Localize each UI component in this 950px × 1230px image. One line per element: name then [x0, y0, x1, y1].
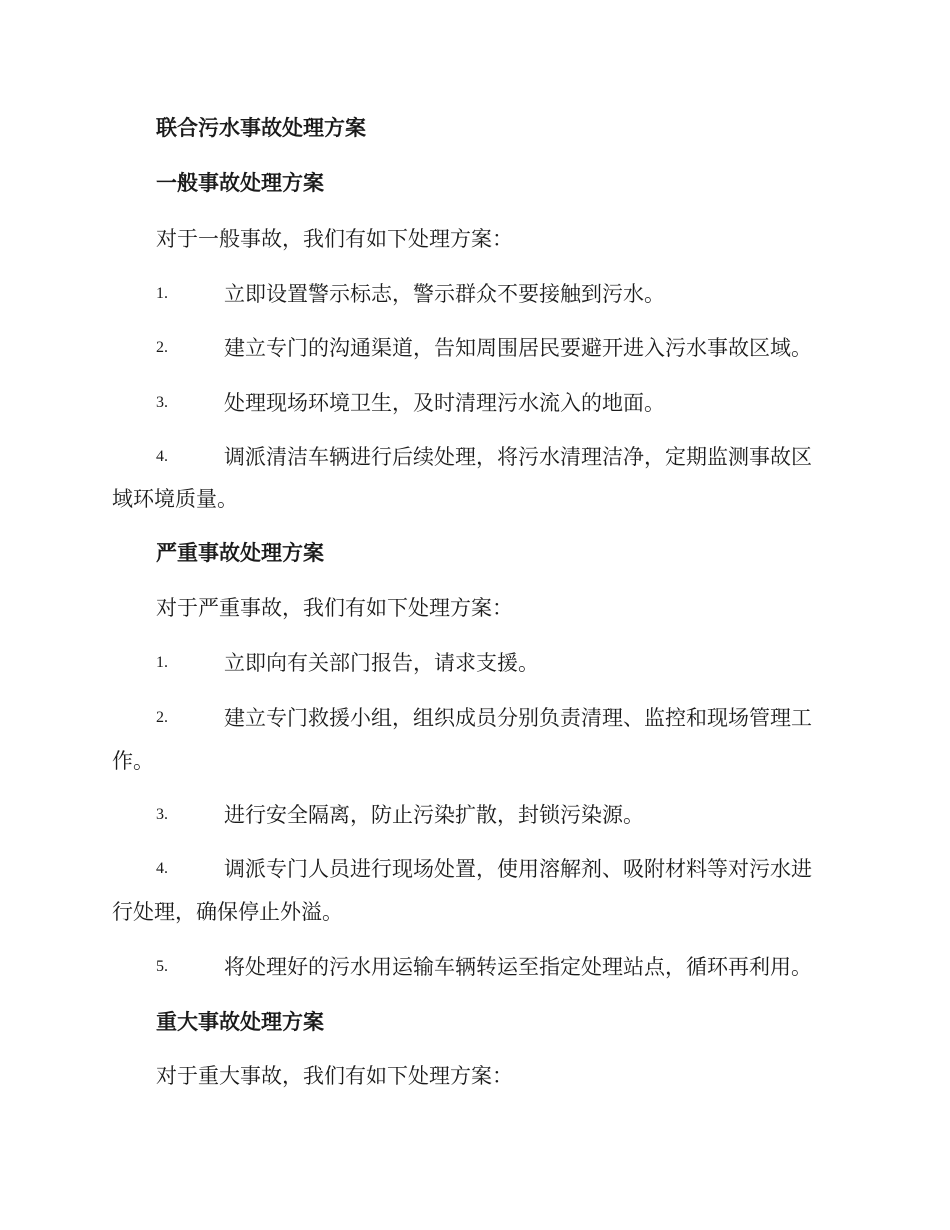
list-item-number: 5.	[156, 958, 168, 975]
section-intro-serious: 对于严重事故，我们有如下处理方案：	[156, 596, 513, 620]
list-item-number: 3.	[156, 394, 168, 411]
section-heading-major: 重大事故处理方案	[156, 1009, 324, 1034]
list-item-continuation: 行处理，确保停止外溢。	[112, 900, 343, 924]
section-heading-general: 一般事故处理方案	[156, 170, 324, 195]
list-item-number: 1.	[156, 654, 168, 671]
list-item-number: 2.	[156, 339, 168, 356]
list-item-text: 调派清洁车辆进行后续处理，将污水清理洁净，定期监测事故区	[224, 445, 812, 469]
list-item-text: 将处理好的污水用运输车辆转运至指定处理站点，循环再利用。	[224, 955, 812, 979]
list-item-text: 进行安全隔离，防止污染扩散，封锁污染源。	[224, 803, 644, 827]
list-item-number: 4.	[156, 860, 168, 877]
document-title: 联合污水事故处理方案	[156, 115, 366, 140]
list-item-continuation: 域环境质量。	[112, 487, 238, 511]
list-item-number: 3.	[156, 806, 168, 823]
section-intro-general: 对于一般事故，我们有如下处理方案：	[156, 227, 513, 251]
list-item-text: 建立专门救援小组，组织成员分别负责清理、监控和现场管理工	[224, 706, 812, 730]
list-item-number: 2.	[156, 709, 168, 726]
list-item-text: 调派专门人员进行现场处置，使用溶解剂、吸附材料等对污水进	[224, 857, 812, 881]
list-item-number: 1.	[156, 285, 168, 302]
list-item-text: 立即向有关部门报告，请求支援。	[224, 651, 539, 675]
list-item-text: 处理现场环境卫生，及时清理污水流入的地面。	[224, 391, 665, 415]
list-item-text: 立即设置警示标志，警示群众不要接触到污水。	[224, 282, 665, 306]
list-item-continuation: 作。	[112, 749, 154, 773]
section-heading-serious: 严重事故处理方案	[156, 540, 324, 565]
list-item-text: 建立专门的沟通渠道，告知周围居民要避开进入污水事故区域。	[224, 336, 812, 360]
list-item-number: 4.	[156, 448, 168, 465]
section-intro-major: 对于重大事故，我们有如下处理方案：	[156, 1064, 513, 1088]
